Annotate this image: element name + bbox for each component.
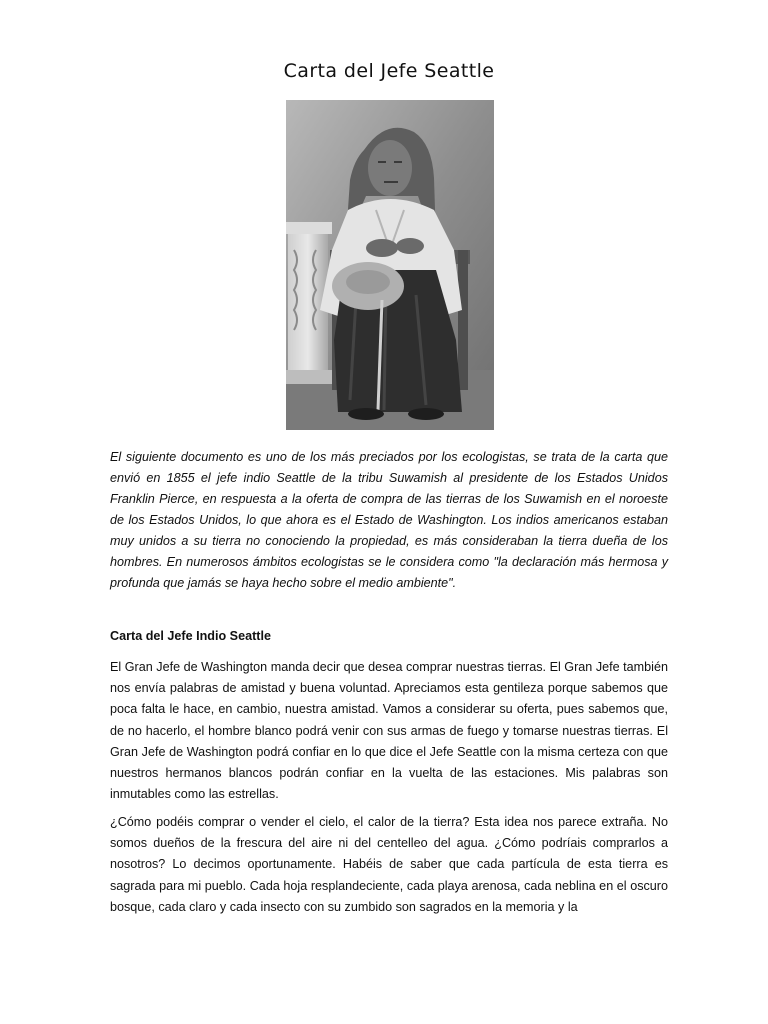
chief-seattle-photo	[286, 100, 494, 430]
section-heading: Carta del Jefe Indio Seattle	[110, 629, 271, 643]
letter-paragraph: ¿Cómo podéis comprar o vender el cielo, el calor de la tierra? Esta idea nos parece extraña. No somos dueños de la frescura del aire ni del centelleo del agua. ¿Cómo podríais comprarlos a nosotros? Lo decimos oportunamente. Habéis de saber que cada partícula de esta tierra es sagrada para mi pueblo. Cada hoja resplandeciente, cada playa arenosa, cada neblina en el oscuro bosque, cada claro y cada insecto con su zumbido son sagrados en la memoria y la	[110, 815, 668, 914]
page-title: Carta del Jefe Seattle	[283, 60, 495, 82]
intro-paragraph: El siguiente documento es uno de los más preciados por los ecologistas, se trata de la carta que envió en 1855 el jefe indio Seattle de la tribu Suwamish al presidente de los Estados Unidos Franklin Pierce, en respuesta a la oferta de compra de las tierras de los Suwamish en el noroeste de los Estados Unidos, lo que ahora es el Estado de Washington. Los indios americanos estaban muy unidos a su tierra no conociendo la propiedad, es más consideraban la tierra dueña de los hombres. En numerosos ámbitos ecologistas se le considera como "la declaración más hermosa y profunda que jamás se haya hecho sobre el medio ambiente".	[110, 450, 668, 590]
portrait-image	[286, 100, 494, 430]
letter-paragraph: El Gran Jefe de Washington manda decir que desea comprar nuestras tierras. El Gran Jefe también nos envía palabras de amistad y buena voluntad. Apreciamos esta gentileza porque sabemos que poca falta le hace, en cambio, nuestra amistad. Vamos a considerar su oferta, pues sabemos que, de no hacerlo, el hombre blanco podrá venir con sus armas de fuego y tomarse nuestras tierras. El Gran Jefe de Washington podrá confiar en lo que dice el Jefe Seattle con la misma certeza con que nuestros hermanos blancos podrán confiar en la vuelta de las estaciones. Mis palabras son inmutables como las estrellas.	[110, 660, 668, 802]
